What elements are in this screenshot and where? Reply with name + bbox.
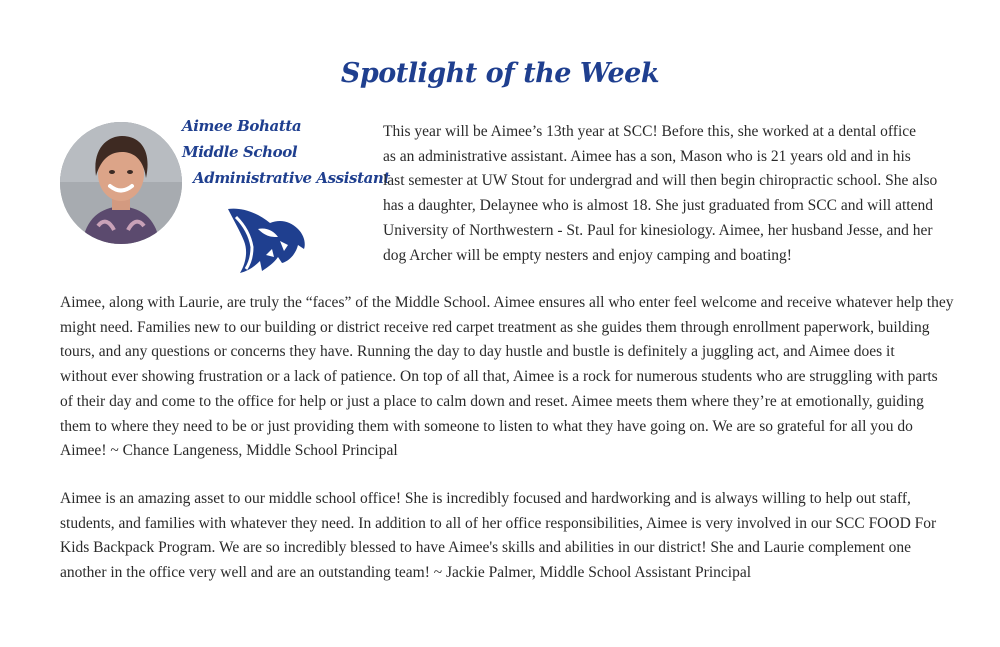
profile-name: Aimee Bohatta xyxy=(182,117,302,135)
paragraph-line: Aimee is an amazing asset to our middle school office! She is incredibly focused and hardworking and is always willing to help out staff, xyxy=(60,490,911,507)
profile-photo xyxy=(60,122,182,244)
paragraph-line: might need. Families new to our building or district receive red carpet treatment as she guides them through enrollment paperwork, building xyxy=(60,318,930,336)
intro-paragraph xyxy=(383,120,943,268)
intro-line: as an administrative assistant. Aimee has a son, Mason who is 21 years old and in his xyxy=(383,147,911,165)
paragraph-line: Kids Backpack Program. We are so incredibly blessed to have Aimee's skills and abilities in our district! She and Laurie complement one xyxy=(60,539,911,557)
paragraph-line: of their day and come to the office for help or just a place to calm down and reset. Aimee meets them where they’re at emotionally, guiding xyxy=(60,392,924,410)
assistant-principal-quote-paragraph xyxy=(60,487,950,586)
paragraph-line: students, and families with whatever they need. In addition to all of her office responsibilities, Aimee is very involved in our SCC FOOD For xyxy=(60,514,937,532)
profile-school: Middle School xyxy=(182,143,298,161)
page-title: Spotlight of the Week xyxy=(340,58,660,89)
paragraph-line: without ever showing frustration or a lack of patience. On top of all that, Aimee is a rock for numerous students who are struggling with parts xyxy=(60,368,938,386)
panther-mascot-icon xyxy=(218,205,308,275)
intro-line: last semester at UW Stout for undergrad and will then begin chiropractic school. She also xyxy=(383,172,938,190)
intro-line: This year will be Aimee’s 13th year at SCC! Before this, she worked at a dental office xyxy=(383,123,917,140)
intro-line: University of Northwestern - St. Paul for kinesiology. Aimee, her husband Jesse, and her xyxy=(383,221,933,239)
portrait-photo xyxy=(60,122,182,244)
profile-role: Administrative Assistant xyxy=(193,169,390,187)
paragraph-line: Aimee! ~ Chance Langeness, Middle School Principal xyxy=(60,442,398,460)
intro-line: dog Archer will be empty nesters and enjoy camping and boating! xyxy=(383,246,792,264)
intro-line: has a daughter, Delaynee who is almost 18. She just graduated from SCC and will attend xyxy=(383,197,933,215)
paragraph-line: Aimee, along with Laurie, are truly the “faces” of the Middle School. Aimee ensures all who enter feel welcome and receive whatever help they xyxy=(60,294,954,311)
paragraph-line: them to where they need to be or just providing them with someone to listen to what they have going on. We are so grateful for all you do xyxy=(60,417,913,435)
paragraph-line: tours, and any questions or concerns they have. Running the day to day hustle and bustle is definitely a juggling act, and Aimee does it xyxy=(60,343,895,361)
principal-quote-paragraph xyxy=(60,291,954,464)
paragraph-line: another in the office very well and are an outstanding team! ~ Jackie Palmer, Middle School Assistant Principal xyxy=(60,564,752,582)
